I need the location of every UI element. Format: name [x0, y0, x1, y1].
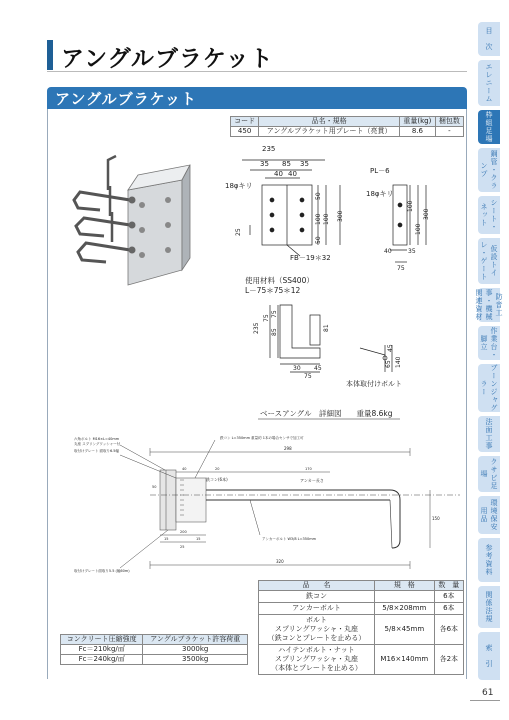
cell-spec: M16×140mm — [375, 645, 435, 675]
dim-35: 35 — [260, 160, 269, 168]
side-tab-4[interactable]: 鋼管・クランプ — [480, 150, 498, 190]
dim-100-side-b: 100 — [415, 223, 422, 235]
header-pack: 梱包数 — [435, 117, 463, 127]
side-tab-9[interactable]: ブーンジャグラー — [480, 364, 498, 412]
table-row — [259, 645, 464, 675]
fb-label: FB－19＊32 — [290, 254, 331, 262]
dim-small-170: 170 — [305, 467, 312, 471]
cell-part-name: ボルト スプリングワッシャ・丸座 （鉄コンとプレートを止める） — [259, 615, 375, 645]
header-qty: 数 量 — [434, 581, 463, 591]
side-tab-1[interactable]: 目 次 — [478, 22, 500, 56]
dim-40-side: 40 — [384, 248, 392, 255]
cell-part-name: ハイテンボルト・ナット スプリングワッシャ・丸座 （本体とプレートを止める） — [259, 645, 375, 675]
dim-75-section-c: 75 — [304, 373, 312, 380]
cell-part-name: 鉄コン — [259, 591, 375, 603]
dim-40-right: 40 — [288, 170, 297, 178]
material-label: 使用材料（SS400） — [245, 276, 314, 285]
page-number-rule — [470, 700, 500, 701]
section-title: アングルブラケット — [55, 90, 197, 108]
dim-100-a: 100 — [315, 213, 322, 225]
cell-load: 3000kg — [143, 645, 248, 655]
side-tab-6[interactable]: 仮設トイレ・ゲート — [478, 238, 500, 284]
note-2: 丸座 スプリングワッシャー付 — [74, 442, 121, 446]
cell-weight: 8.6 — [400, 127, 436, 137]
dim-300: 300 — [337, 210, 344, 222]
side-tab-7[interactable]: 防音工事・機械関連資材 — [475, 289, 503, 321]
anchor-length-label: アンカー長さ — [300, 478, 324, 483]
dim-small-20: 20 — [215, 467, 220, 471]
cell-code: 450 — [231, 127, 259, 137]
dim-50-top: 50 — [315, 192, 322, 200]
dim-140: 140 — [395, 356, 402, 368]
dim-40-left: 40 — [274, 170, 283, 178]
note-1: 六角ボルト M16×L=40mm — [74, 437, 120, 441]
parts-list-table — [258, 580, 464, 675]
cell-pack: - — [435, 127, 463, 137]
dim-75-section-a: 75 — [263, 314, 270, 322]
note-3: 取付けプレート 面取り6.5幅 — [74, 449, 120, 453]
dim-100-side-a: 100 — [407, 200, 414, 212]
note-5: 取付けプレート面取り5.5 (幅60m) — [74, 569, 130, 573]
dim-235-section: 235 — [253, 322, 260, 334]
pl-label: PL－6 — [370, 167, 390, 175]
table-row — [61, 655, 248, 665]
header-name: 品名・規格 — [259, 117, 400, 127]
side-tab-14[interactable]: 関係法規 — [478, 586, 500, 628]
dim-small-15-b: 15 — [196, 537, 201, 541]
side-tab-8[interactable]: 作業台・脚立 — [480, 327, 498, 359]
dim-50-bottom: 50 — [315, 236, 322, 244]
dim-30: 30 — [293, 365, 301, 372]
dim-small-15-a: 15 — [164, 537, 169, 541]
dim-298: 298 — [284, 446, 292, 451]
dim-81: 81 — [323, 324, 330, 332]
dim-45-bolt: 45 — [387, 344, 394, 352]
table-header-row — [259, 581, 464, 591]
cell-spec — [375, 591, 435, 603]
dim-small-40: 40 — [182, 467, 187, 471]
side-tab-2[interactable]: エレニーム — [478, 60, 500, 106]
side-tab-5[interactable]: シート・ネット — [478, 196, 500, 234]
angle-spec: L－75＊75＊12 — [245, 286, 301, 295]
angle-section-view — [270, 305, 392, 372]
allowable-load-table — [60, 634, 248, 665]
dim-85: 85 — [282, 160, 291, 168]
side-tab-12[interactable]: 環境保安用品 — [478, 496, 500, 534]
anchor-bolt-label: アンカーボルト W3/8 L=350mm — [262, 537, 317, 541]
side-tab-11[interactable]: クサビ足場 — [480, 458, 498, 490]
dim-65: 65 — [385, 360, 392, 368]
cell-qty: 各6本 — [434, 615, 463, 645]
dim-35-side: 35 — [408, 248, 416, 255]
page-title: アングルブラケット — [61, 46, 274, 72]
cell-qty: 6本 — [434, 603, 463, 615]
header-spec: 規 格 — [375, 581, 435, 591]
note-4: 鉄コン L=350mm 重量約 1本の場合センサで加工可 — [220, 436, 304, 440]
side-tab-3[interactable]: 枠組足場 — [478, 110, 500, 144]
dim-320: 320 — [276, 559, 284, 564]
cell-part-name: アンカーボルト — [259, 603, 375, 615]
side-tab-10[interactable]: 法面工事 — [478, 416, 500, 452]
cell-strength: Fc＝240kg/㎠ — [61, 655, 143, 665]
dim-small-25: 25 — [180, 545, 185, 549]
hole-label-front: 18φキリ — [225, 182, 253, 190]
table-row — [259, 603, 464, 615]
dim-235: 235 — [262, 145, 276, 153]
dim-75-section-b: 75 — [271, 310, 278, 318]
cell-qty: 各2本 — [434, 645, 463, 675]
dim-25: 25 — [235, 228, 242, 236]
cell-spec: 5/8×45mm — [375, 615, 435, 645]
cell-strength: Fc＝210kg/㎠ — [61, 645, 143, 655]
base-angle-detail-view — [120, 440, 460, 569]
page-number: 61 — [482, 688, 494, 698]
tekkon-label: 鉄コン(6本) — [206, 477, 228, 482]
hole-label-side: 18φキリ — [366, 190, 394, 198]
header-part-name: 品 名 — [259, 581, 375, 591]
dim-75-side: 75 — [397, 265, 405, 272]
dim-300-side: 300 — [423, 208, 430, 220]
header-code: コード — [231, 117, 259, 127]
dim-85-section: 85 — [271, 328, 278, 336]
dim-150: 150 — [432, 516, 440, 521]
bolt-label: 本体取付けボルト — [346, 380, 402, 388]
detail-caption: ベースアングル 詳細図 重量8.6kg — [260, 409, 393, 418]
table-row — [259, 615, 464, 645]
header-concrete-strength: コンクリート圧縮強度 — [61, 635, 143, 645]
dim-35-right: 35 — [300, 160, 309, 168]
dim-small-50: 50 — [152, 485, 157, 489]
header-allowable-load: アングルブラケット許容荷重 — [143, 635, 248, 645]
side-tab-15[interactable]: 索 引 — [478, 632, 500, 680]
cell-load: 3500kg — [143, 655, 248, 665]
side-tab-13[interactable]: 参考資料 — [478, 538, 500, 582]
table-row — [61, 645, 248, 655]
bracket-product-illustration — [74, 156, 190, 285]
header-weight: 重量(kg) — [400, 117, 436, 127]
dim-100-b: 100 — [323, 213, 330, 225]
dim-small-200: 200 — [180, 530, 187, 534]
dim-45-section: 45 — [314, 365, 322, 372]
cell-spec: 5/8×208mm — [375, 603, 435, 615]
cell-name: アングルブラケット用プレート（亮貫） — [259, 127, 400, 137]
cell-qty: 6本 — [434, 591, 463, 603]
table-row — [259, 591, 464, 603]
table-header-row — [61, 635, 248, 645]
